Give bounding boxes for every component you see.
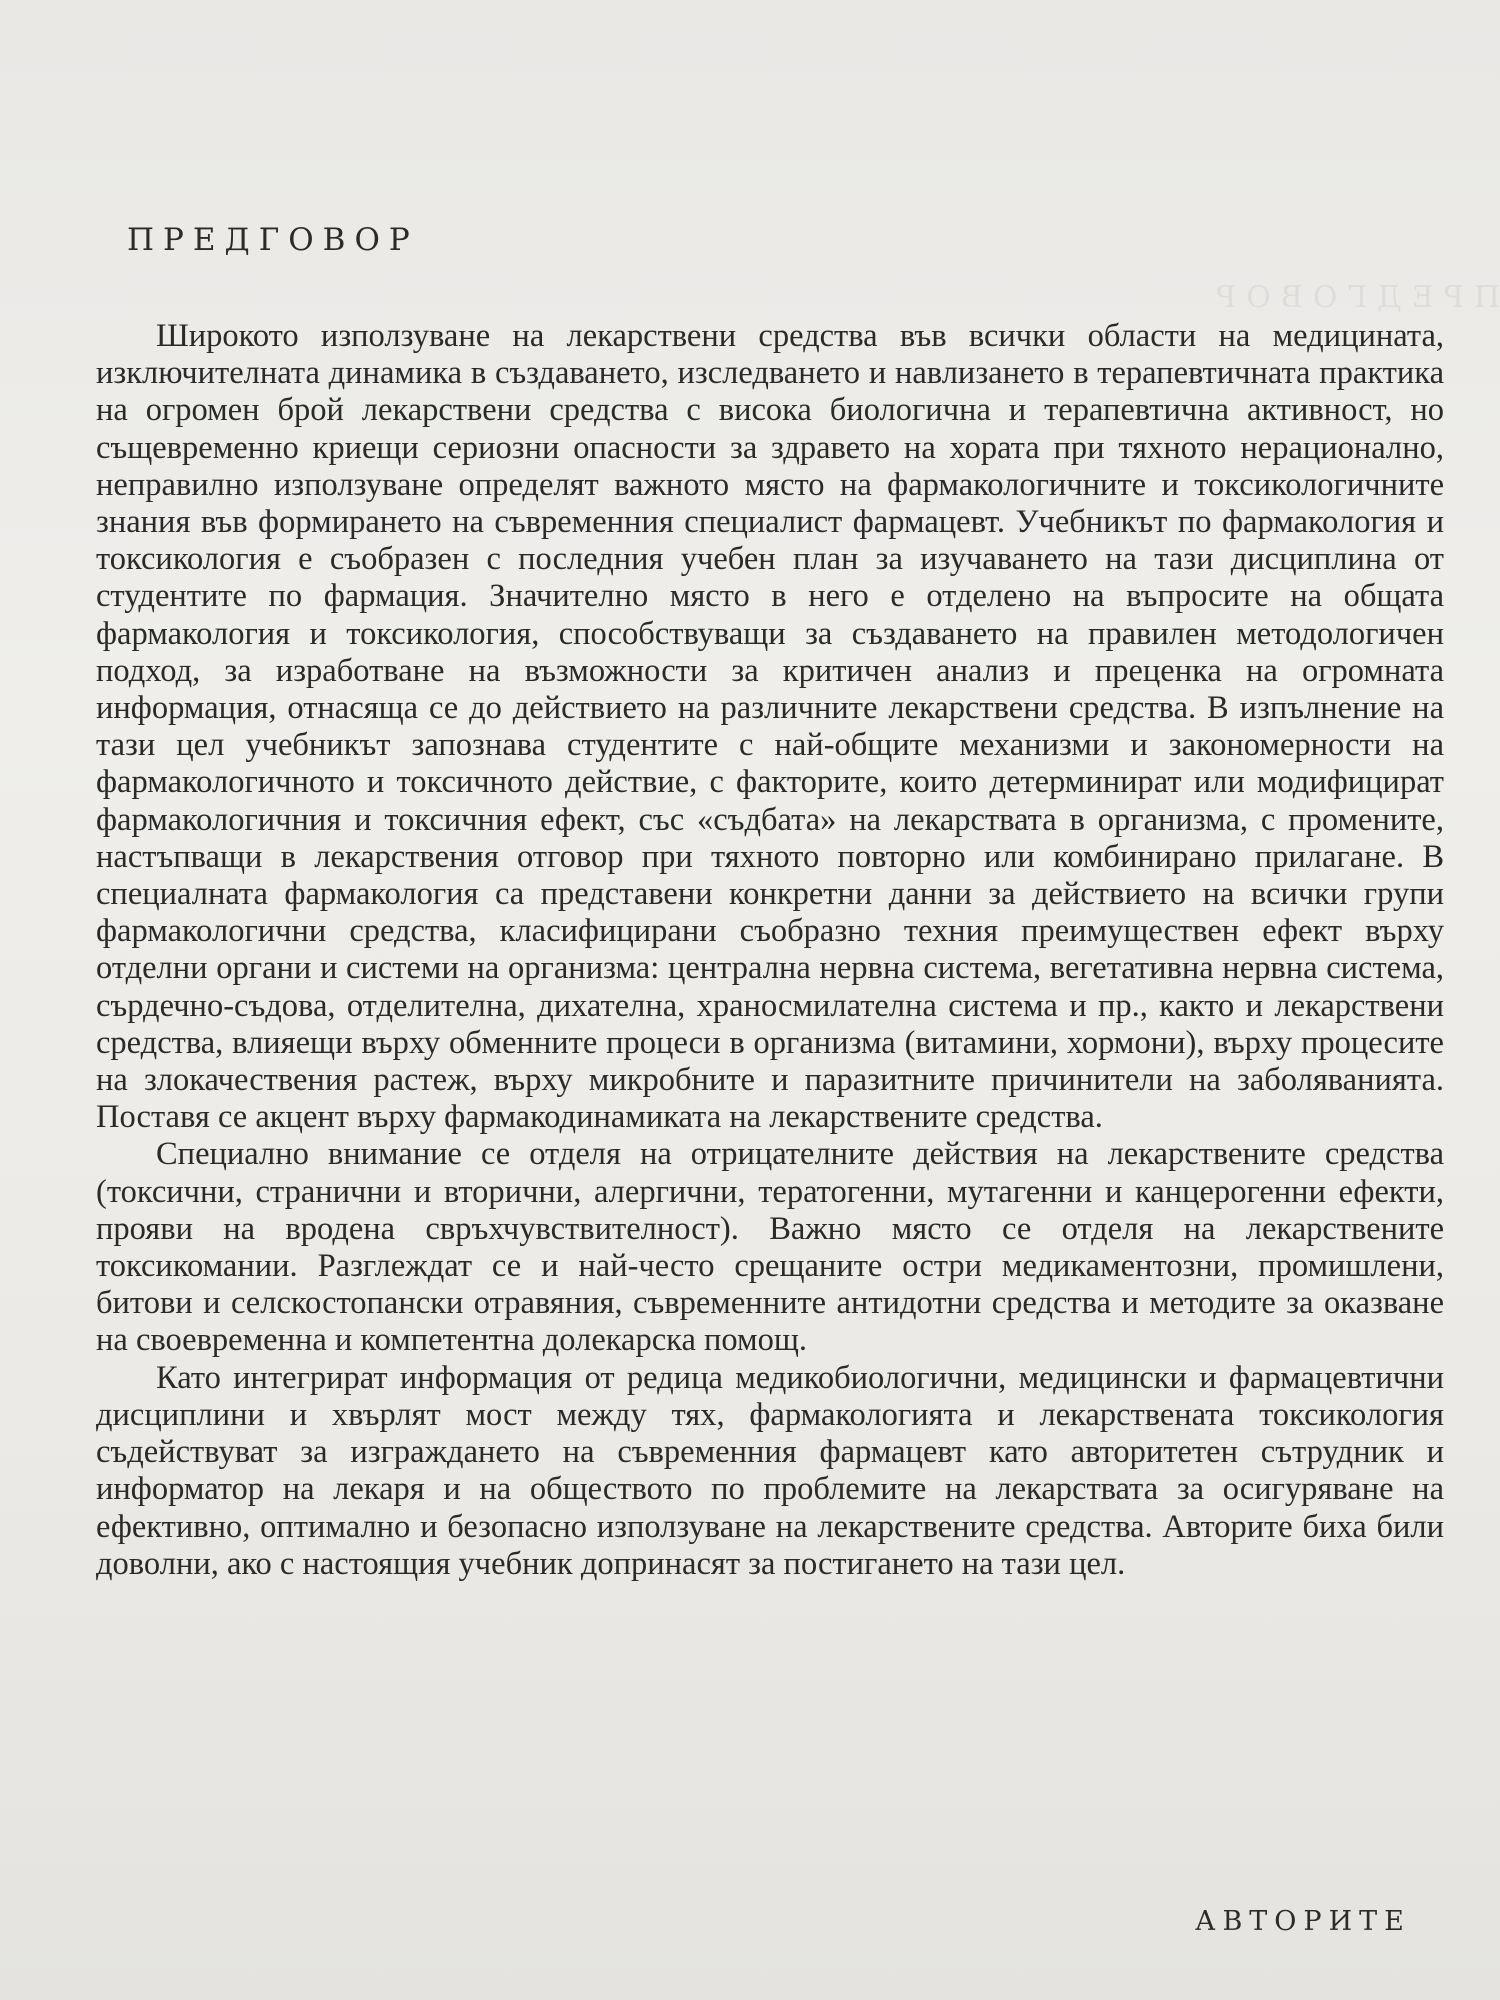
bleed-through-text: ПРЕДГОВОР — [1206, 280, 1500, 315]
signature: АВТОРИТЕ — [1195, 1906, 1411, 1937]
paragraph-2: Специално внимание се отделя на отрицателните действия на лекарствените средства (токсични, странични и вторични, алергични, тератогенни, мутагенни и канцерогенни ефекти, прояви на вродена свръхчувствителност). Важно място се отделя на лекарствените токсикомании. Разглеждат се и най-често срещаните остри медикаментозни, промишлени, битови и селскостопански отравяния, съвременните антидотни средства и методите за оказване на своевременна и компетентна долекарска помощ. — [96, 1136, 1444, 1359]
paragraph-1: Широкото използуване на лекарствени средства във всички области на медицината, изключителната динамика в създаването, изследването и навлизането в терапевтичната практика на огромен брой лекарствени средства с висока биологична и терапевтична активност, но същевременно криещи сериозни опасности за здравето на хората при тяхното нерационално, неправилно използуване определят важното място на фармакологичните и токсикологичните знания във формирането на съвременния специалист фармацевт. Учебникът по фармакология и токсикология е съобразен с последния учебен план за изучаването на тази дисциплина от студентите по фармация. Значително място в него е отделено на въпросите на общата фармакология и токсикология, способствуващи за създаването на правилен методологичен подход, за изработване на възможности за критичен анализ и преценка на огромната информация, отнасяща се до действието на различните лекарствени средства. В изпълнение на тази цел учебникът запознава студентите с най-общите механизми и закономерности на фармакологичното и токсичното действие, с факторите, които детерминират или модифицират фармакологичния и токсичния ефект, със «съдбата» на лекарствата в организма, с промените, настъпващи в лекарствения отговор при тяхното повторно или комбинирано прилагане. В специалната фармакология са представени конкретни данни за действието на всички групи фармакологични средства, класифицирани съобразно техния преимуществен ефект върху отделни органи и системи на организма: централна нервна система, вегетативна нервна система, сърдечно-съдова, отделителна, дихателна, храносмилателна система и пр., както и лекарствени средства, влияещи върху обменните процеси в организма (витамини, хормони), върху процесите на злокачествения растеж, върху микробните и паразитните причинители на заболяванията. Поставя се акцент върху фармакодинамиката на лекарствените средства. — [96, 318, 1444, 1136]
preface-body — [96, 318, 1444, 1583]
page-title: ПРЕДГОВОР — [127, 222, 419, 258]
paragraph-3: Като интегрират информация от редица медикобиологични, медицински и фармацевтични дисциплини и хвърлят мост между тях, фармакологията и лекарствената токсикология съдействуват за изграждането на съвременния фармацевт като авторитетен сътрудник и информатор на лекаря и на обществото по проблемите на лекарствата за осигуряване на ефективно, оптимално и безопасно използуване на лекарствените средства. Авторите биха били доволни, ако с настоящия учебник допринасят за постигането на тази цел. — [96, 1359, 1444, 1582]
